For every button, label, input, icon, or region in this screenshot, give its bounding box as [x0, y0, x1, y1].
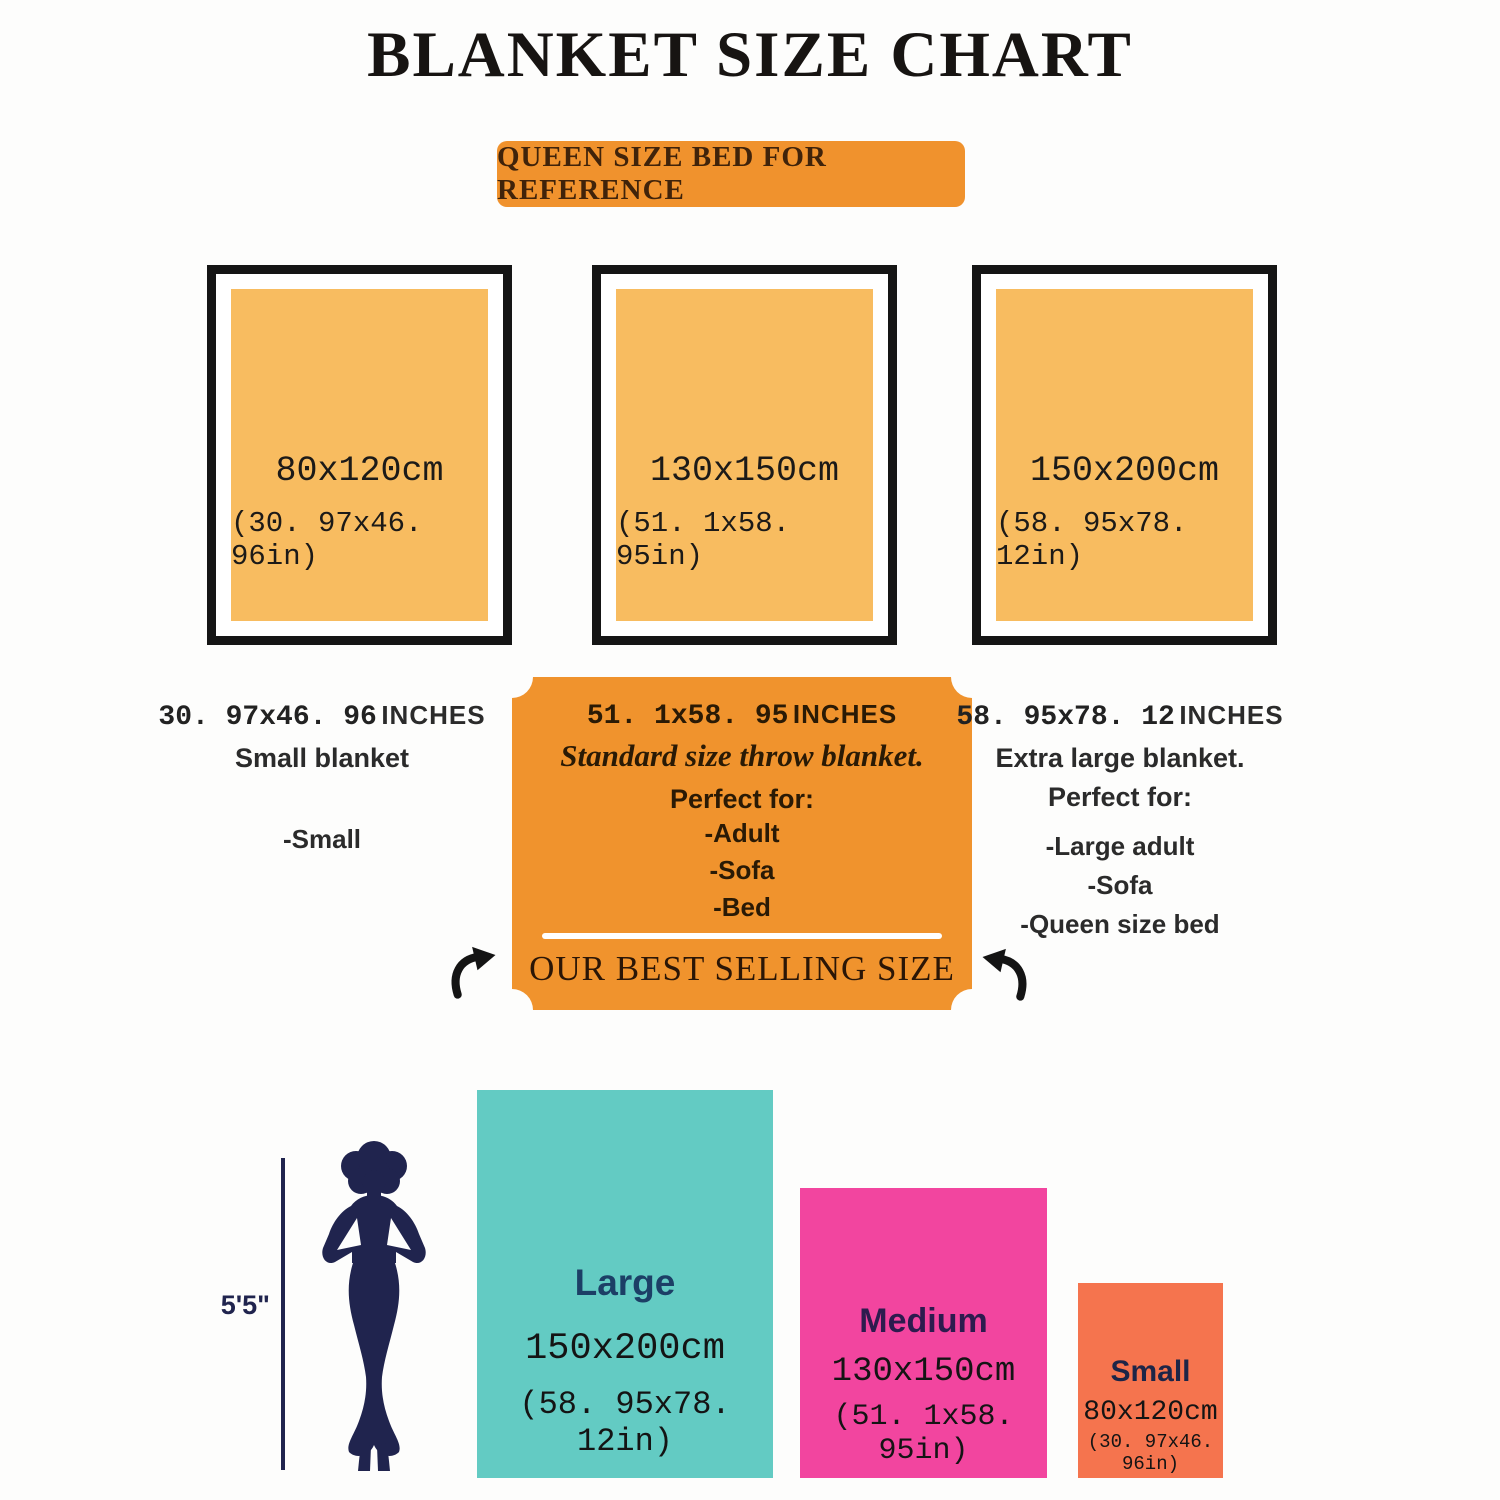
- curved-arrow-left-icon: [978, 948, 1032, 1002]
- use-case-item: -Sofa: [709, 855, 775, 885]
- use-case-item: -Adult: [704, 818, 780, 848]
- frame-size-inches: (58. 95x78. 12in): [996, 507, 1188, 573]
- blanket-type-name: Small blanket: [234, 743, 410, 773]
- size-inches-unit: INCHES: [1179, 700, 1284, 730]
- reference-banner-label: QUEEN SIZE BED FOR REFERENCE: [497, 141, 827, 206]
- size-inches-value: 58. 95x78. 12: [956, 702, 1175, 733]
- reference-banner: [497, 141, 965, 207]
- info-size-line: [950, 700, 1290, 733]
- size-inches-unit: INCHES: [381, 700, 486, 730]
- info-small-blanket: [157, 700, 487, 855]
- use-case-item: -Small: [282, 824, 362, 854]
- perfect-for-label: Perfect for:: [669, 784, 815, 814]
- size-inches-value: 30. 97x46. 96: [158, 702, 377, 733]
- size-block-inches: (51. 1x58. 95in): [833, 1400, 1014, 1468]
- best-selling-ticket: [512, 677, 972, 1010]
- info-extra-large-blanket: [950, 700, 1290, 944]
- size-block-cm: 150x200cm: [525, 1328, 725, 1370]
- ticket-divider: [542, 933, 942, 939]
- use-case-item: -Sofa: [1087, 870, 1153, 900]
- size-block-large: [477, 1090, 773, 1478]
- info-size-line: [157, 700, 487, 733]
- use-case-item: -Queen size bed: [1020, 909, 1220, 939]
- use-case-item: -Large adult: [1045, 831, 1195, 861]
- blanket-frame-medium: [592, 265, 897, 645]
- size-block-inches: (58. 95x78. 12in): [519, 1386, 731, 1460]
- blanket-frame-large: [972, 265, 1277, 645]
- size-inches-value: 51. 1x58. 95: [586, 701, 789, 732]
- height-label: 5'5": [220, 1290, 270, 1320]
- frame-size-inches: (30. 97x46. 96in): [231, 507, 423, 573]
- size-block-medium: [800, 1188, 1047, 1478]
- blanket-swatch: [231, 289, 488, 621]
- ticket-content: [512, 677, 972, 1010]
- frame-size-cm: 130x150cm: [649, 451, 840, 491]
- size-block-small: [1078, 1283, 1223, 1478]
- frame-size-cm: 80x120cm: [275, 451, 444, 491]
- blanket-swatch: [996, 289, 1253, 621]
- blanket-frame-small: [207, 265, 512, 645]
- height-reference-line: [281, 1158, 285, 1470]
- woman-silhouette-icon: [303, 1133, 445, 1473]
- frame-size-inches: (51. 1x58. 95in): [616, 507, 791, 573]
- use-case-item: -Bed: [713, 892, 771, 922]
- page-title: BLANKET SIZE CHART: [367, 19, 1133, 91]
- size-block-label: Small: [1110, 1355, 1191, 1388]
- info-size-line: [512, 699, 972, 732]
- blanket-type-name: Standard size throw blanket.: [560, 738, 924, 773]
- size-block-label: Large: [574, 1262, 676, 1303]
- size-block-label: Medium: [859, 1302, 988, 1340]
- best-selling-label: OUR BEST SELLING SIZE: [529, 949, 955, 988]
- perfect-for-label: Perfect for:: [1047, 782, 1193, 812]
- size-block-inches: (30. 97x46. 96in): [1087, 1431, 1214, 1475]
- size-block-cm: 80x120cm: [1083, 1397, 1218, 1428]
- blanket-swatch: [616, 289, 873, 621]
- size-block-cm: 130x150cm: [831, 1353, 1016, 1391]
- blanket-type-name: Extra large blanket.: [995, 743, 1245, 773]
- frame-size-cm: 150x200cm: [1029, 451, 1220, 491]
- size-inches-unit: INCHES: [792, 699, 898, 729]
- curved-arrow-right-icon: [446, 946, 500, 1000]
